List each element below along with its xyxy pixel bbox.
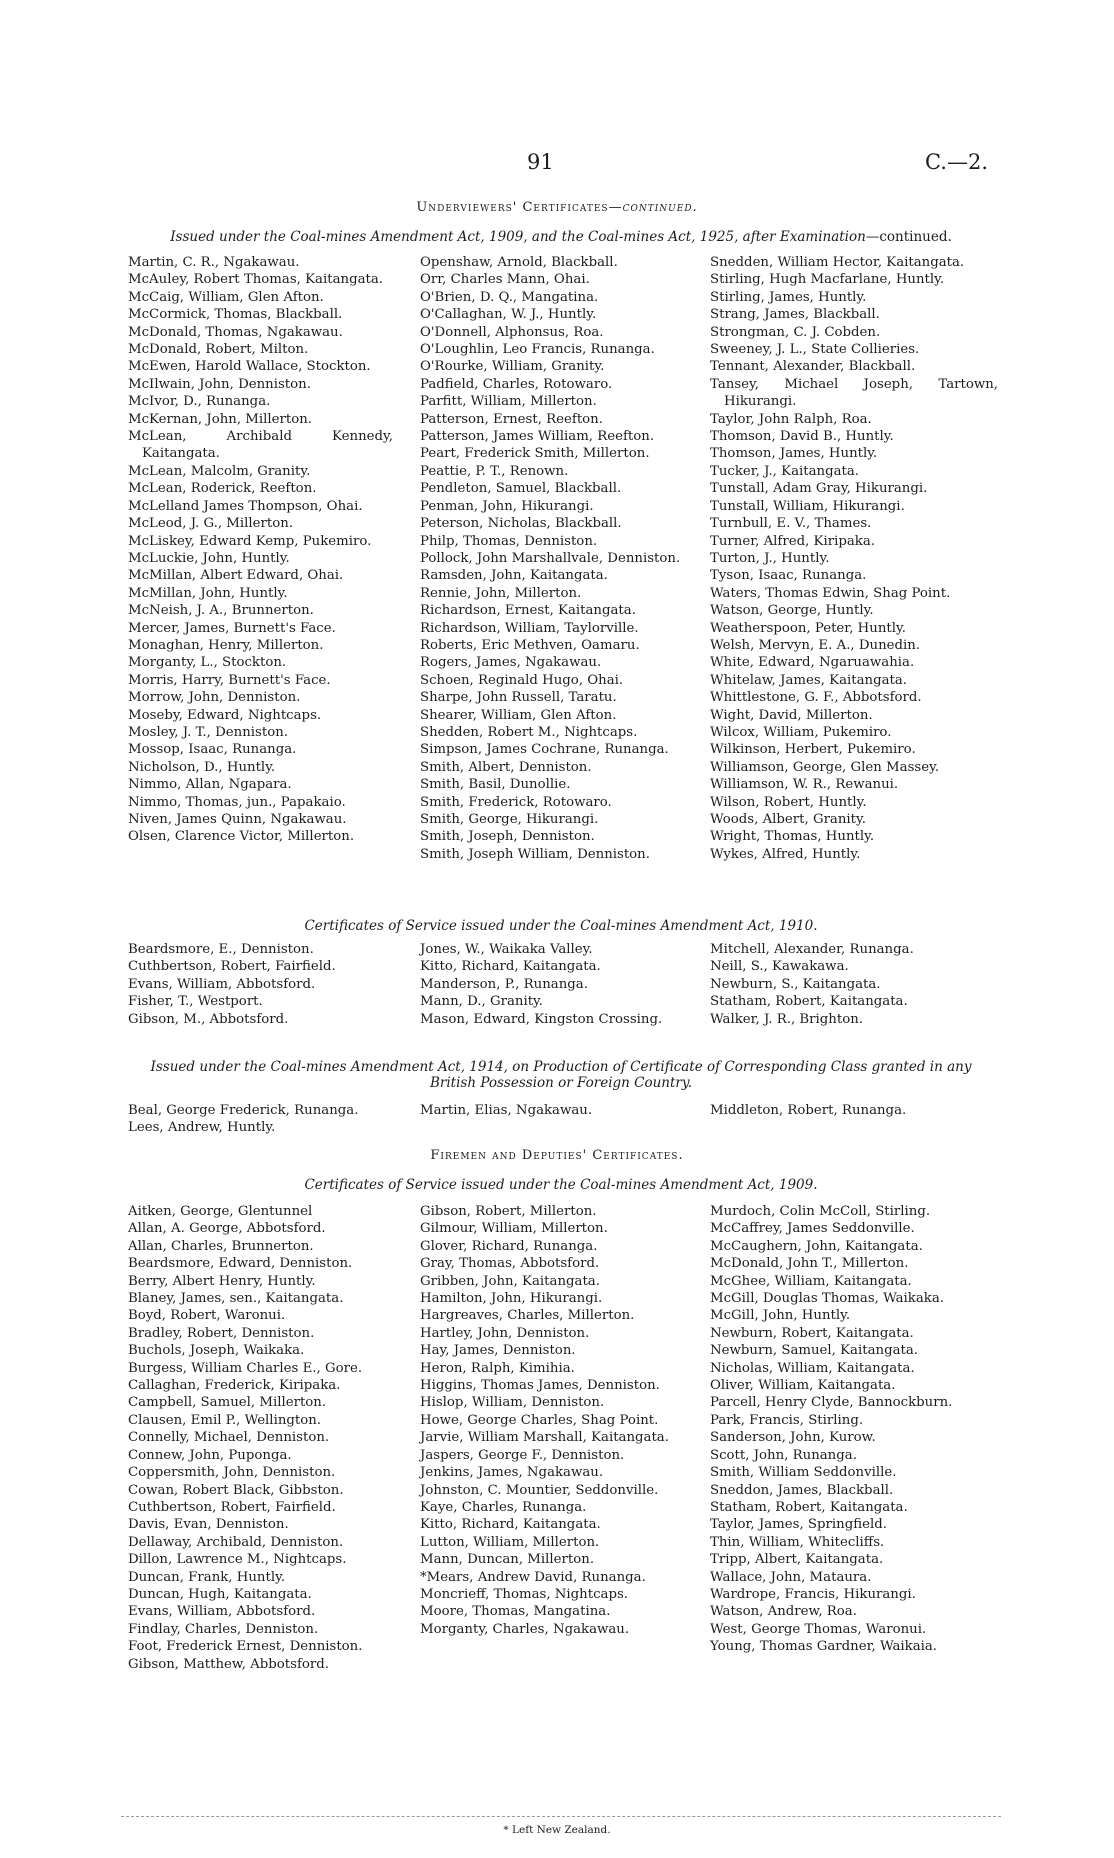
list-item: McEwen, Harold Wallace, Stockton. [128, 359, 371, 375]
list-item: Penman, John, Hikurangi. [420, 498, 594, 514]
list-item: Tucker, J., Kaitangata. [710, 463, 860, 479]
list-item: Blaney, James, sen., Kaitangata. [128, 1291, 344, 1307]
list-item: Pollock, John Marshallvale, Denniston. [420, 550, 681, 566]
list-item: Park, Francis, Stirling. [710, 1412, 864, 1428]
list-item: O'Rourke, William, Granity. [420, 359, 605, 375]
list-item: Mann, Duncan, Millerton. [420, 1552, 595, 1568]
divider-rule [121, 1816, 1001, 1817]
service-1910-column-2 [420, 941, 682, 1028]
list-item: McCaig, William, Glen Afton. [128, 289, 324, 305]
list-item: Heron, Ralph, Kimihia. [420, 1360, 575, 1376]
list-item: Gribben, John, Kaitangata. [420, 1273, 600, 1289]
list-item: Rogers, James, Ngakawau. [420, 655, 602, 671]
list-item: McCormick, Thomas, Blackball. [128, 307, 343, 323]
list-item: McKernan, John, Millerton. [128, 411, 313, 427]
underviewers-subtitle: Issued under the Coal-mines Amendment Act, 1909, and the Coal-mines Act, 1925, after Examination—continued. [170, 229, 952, 245]
list-item: Moseby, Edward, Nightcaps. [128, 707, 322, 723]
list-item: Statham, Robert, Kaitangata. [710, 994, 908, 1010]
firemen-column-1 [128, 1203, 393, 1673]
list-item: Openshaw, Arnold, Blackball. [420, 255, 618, 270]
list-item: West, George Thomas, Waronui. [710, 1621, 927, 1637]
list-item: Patterson, James William, Reefton. [420, 429, 655, 445]
list-item: Cowan, Robert Black, Gibbston. [128, 1482, 344, 1498]
list-item: Niven, James Quinn, Ngakawau. [128, 812, 347, 827]
list-item: Gilmour, William, Millerton. [420, 1221, 608, 1237]
list-item: Smith, Joseph William, Denniston. [420, 846, 650, 862]
list-item: Weatherspoon, Peter, Huntly. [710, 620, 906, 636]
list-item: Oliver, William, Kaitangata. [710, 1378, 896, 1394]
list-item: Lutton, William, Millerton. [420, 1534, 600, 1550]
list-item: Cuthbertson, Robert, Fairfield. [128, 1499, 336, 1515]
list-item: Wilkinson, Herbert, Pukemiro. [710, 742, 916, 758]
list-item: Olsen, Clarence Victor, Millerton. [128, 829, 355, 845]
list-item: Snedden, William Hector, Kaitangata. [710, 255, 965, 270]
list-item: Higgins, Thomas James, Denniston. [420, 1378, 660, 1394]
list-item: Wilson, Robert, Huntly. [710, 794, 867, 810]
list-item: Manderson, P., Runanga. [420, 976, 588, 992]
list-item: Scott, John, Runanga. [710, 1447, 857, 1463]
list-item: Tyson, Isaac, Runanga. [710, 568, 867, 584]
footnote: * Left New Zealand. [503, 1824, 611, 1836]
list-item: Gibson, M., Abbotsford. [128, 1011, 289, 1027]
service-1910-column-1 [128, 941, 393, 1028]
list-item: McGill, John, Huntly. [710, 1308, 851, 1324]
list-item: McIlwain, John, Denniston. [128, 376, 311, 392]
list-item: Hargreaves, Charles, Millerton. [420, 1308, 635, 1324]
list-item: Newburn, Samuel, Kaitangata. [710, 1343, 919, 1359]
list-item: Duncan, Hugh, Kaitangata. [128, 1586, 312, 1602]
list-item: Gray, Thomas, Abbotsford. [420, 1256, 600, 1272]
list-item: McMillan, Albert Edward, Ohai. [128, 568, 344, 584]
list-item: McLean, Archibald Kennedy, Kaitangata. [128, 429, 393, 462]
list-item: Kitto, Richard, Kaitangata. [420, 959, 601, 975]
list-item: Allan, Charles, Brunnerton. [128, 1238, 314, 1254]
list-item: Morganty, Charles, Ngakawau. [420, 1621, 630, 1637]
list-item: Smith, Joseph, Denniston. [420, 829, 595, 845]
list-item: Gibson, Matthew, Abbotsford. [128, 1656, 329, 1672]
list-item: Philp, Thomas, Denniston. [420, 533, 598, 549]
list-item: Williamson, W. R., Rewanui. [710, 777, 899, 793]
list-item: Wallace, John, Mataura. [710, 1569, 872, 1585]
list-item: Glover, Richard, Runanga. [420, 1238, 598, 1254]
list-item: O'Brien, D. Q., Mangatina. [420, 289, 599, 305]
underviewers-column-3 [710, 254, 998, 863]
list-item: Aitken, George, Glentunnel [128, 1204, 313, 1219]
list-item: Statham, Robert, Kaitangata. [710, 1499, 908, 1515]
list-item: Patterson, Ernest, Reefton. [420, 411, 603, 427]
list-item: Orr, Charles Mann, Ohai. [420, 272, 590, 288]
list-item: Whittlestone, G. F., Abbotsford. [710, 690, 922, 706]
foreign-1914-column-2 [420, 1102, 682, 1119]
list-item: Fisher, T., Westport. [128, 994, 263, 1010]
list-item: Morganty, L., Stockton. [128, 655, 287, 671]
list-item: Sharpe, John Russell, Taratu. [420, 690, 617, 706]
list-item: Hamilton, John, Hikurangi. [420, 1291, 603, 1307]
list-item: O'Loughlin, Leo Francis, Runanga. [420, 342, 655, 358]
foreign-1914-subtitle: Issued under the Coal-mines Amendment Act, 1914, on Production of Certificate of Corresponding Class granted in any British Possession or Foreign Country. [150, 1059, 972, 1091]
list-item: Beardsmore, Edward, Denniston. [128, 1256, 353, 1272]
list-item: McGill, Douglas Thomas, Waikaka. [710, 1291, 945, 1307]
list-item: Dellaway, Archibald, Denniston. [128, 1534, 344, 1550]
list-item: Young, Thomas Gardner, Waikaia. [710, 1639, 938, 1655]
list-item: Burgess, William Charles E., Gore. [128, 1360, 363, 1376]
list-item: Duncan, Frank, Huntly. [128, 1569, 286, 1585]
list-item: Connew, John, Puponga. [128, 1447, 292, 1463]
list-item: Woods, Albert, Granity. [710, 812, 866, 827]
list-item: Smith, George, Hikurangi. [420, 812, 599, 827]
list-item: Clausen, Emil P., Wellington. [128, 1412, 322, 1428]
list-item: Walker, J. R., Brighton. [710, 1011, 864, 1027]
list-item: Watson, Andrew, Roa. [710, 1604, 857, 1620]
list-item: Peart, Frederick Smith, Millerton. [420, 446, 650, 462]
list-item: Stirling, Hugh Macfarlane, Huntly. [710, 272, 945, 288]
list-item: O'Callaghan, W. J., Huntly. [420, 307, 597, 323]
list-item: McLuckie, John, Huntly. [128, 550, 290, 566]
firemen-subtitle: Certificates of Service issued under the Coal-mines Amendment Act, 1909. [304, 1177, 818, 1193]
list-item: Thin, William, Whitecliffs. [710, 1534, 885, 1550]
list-item: Sweeney, J. L., State Collieries. [710, 342, 920, 358]
list-item: Callaghan, Frederick, Kiripaka. [128, 1378, 341, 1394]
list-item: Smith, Albert, Denniston. [420, 759, 592, 775]
list-item: Tennant, Alexander, Blackball. [710, 359, 916, 375]
list-item: Nimmo, Thomas, jun., Papakaio. [128, 794, 346, 810]
list-item: Jenkins, James, Ngakawau. [420, 1465, 604, 1481]
list-item: Lees, Andrew, Huntly. [128, 1120, 276, 1136]
list-item: *Mears, Andrew David, Runanga. [420, 1569, 646, 1585]
list-item: Foot, Frederick Ernest, Denniston. [128, 1639, 363, 1655]
list-item: Wight, David, Millerton. [710, 707, 873, 723]
list-item: Hay, James, Denniston. [420, 1343, 576, 1359]
list-item: McDonald, Thomas, Ngakawau. [128, 324, 343, 340]
service-1910-subtitle: Certificates of Service issued under the Coal-mines Amendment Act, 1910. [304, 918, 818, 934]
list-item: Nicholson, D., Huntly. [128, 759, 276, 775]
list-item: Taylor, James, Springfield. [710, 1517, 887, 1533]
list-item: Murdoch, Colin McColl, Stirling. [710, 1204, 931, 1219]
list-item: Nicholas, William, Kaitangata. [710, 1360, 915, 1376]
list-item: Smith, Frederick, Rotowaro. [420, 794, 612, 810]
list-item: Richardson, William, Taylorville. [420, 620, 639, 636]
list-item: Peterson, Nicholas, Blackball. [420, 516, 622, 532]
list-item: Howe, George Charles, Shag Point. [420, 1412, 659, 1428]
list-item: Strang, James, Blackball. [710, 307, 880, 323]
list-item: Tansey, Michael Joseph, Tartown, Hikurangi. [710, 376, 998, 410]
list-item: Tunstall, Adam Gray, Hikurangi. [710, 481, 928, 497]
list-item: Dillon, Lawrence M., Nightcaps. [128, 1552, 347, 1568]
list-item: Wilcox, William, Pukemiro. [710, 724, 892, 740]
list-item: Parcell, Henry Clyde, Bannockburn. [710, 1395, 953, 1411]
list-item: Findlay, Charles, Denniston. [128, 1621, 319, 1637]
list-item: Jaspers, George F., Denniston. [420, 1447, 625, 1463]
list-item: Tripp, Albert, Kaitangata. [710, 1552, 884, 1568]
list-item: Hislop, William, Denniston. [420, 1395, 605, 1411]
list-item: Bradley, Robert, Denniston. [128, 1325, 315, 1341]
list-item: Jarvie, William Marshall, Kaitangata. [420, 1430, 669, 1446]
list-item: Moncrieff, Thomas, Nightcaps. [420, 1586, 629, 1602]
list-item: Berry, Albert Henry, Huntly. [128, 1273, 316, 1289]
list-item: Smith, Basil, Dunollie. [420, 777, 571, 793]
list-item: McLiskey, Edward Kemp, Pukemiro. [128, 533, 372, 549]
list-item: McNeish, J. A., Brunnerton. [128, 603, 314, 619]
list-item: Jones, W., Waikaka Valley. [420, 942, 593, 957]
list-item: O'Donnell, Alphonsus, Roa. [420, 324, 604, 340]
list-item: Gibson, Robert, Millerton. [420, 1204, 597, 1219]
list-item: McGhee, William, Kaitangata. [710, 1273, 912, 1289]
list-item: Thomson, David B., Huntly. [710, 429, 894, 445]
list-item: Mann, D., Granity. [420, 994, 544, 1010]
list-item: Padfield, Charles, Rotowaro. [420, 376, 613, 392]
list-item: Wykes, Alfred, Huntly. [710, 846, 861, 862]
list-item: McLean, Roderick, Reefton. [128, 481, 317, 497]
list-item: Campbell, Samuel, Millerton. [128, 1395, 327, 1411]
list-item: Watson, George, Huntly. [710, 603, 874, 619]
list-item: Mossop, Isaac, Runanga. [128, 742, 297, 758]
foreign-1914-column-1 [128, 1102, 393, 1137]
list-item: Shearer, William, Glen Afton. [420, 707, 617, 723]
list-item: Martin, Elias, Ngakawau. [420, 1103, 593, 1118]
list-item: Turton, J., Huntly. [710, 550, 830, 566]
list-item: Turnbull, E. V., Thames. [710, 516, 872, 532]
list-item: Mosley, J. T., Denniston. [128, 724, 288, 740]
list-item: McLeod, J. G., Millerton. [128, 516, 294, 532]
list-item: McDonald, Robert, Milton. [128, 342, 309, 358]
list-item: Morrow, John, Denniston. [128, 690, 301, 706]
list-item: McLelland James Thompson, Ohai. [128, 498, 363, 514]
foreign-1914-column-3 [710, 1102, 998, 1119]
firemen-title: Firemen and Deputies' Certificates. [430, 1148, 684, 1163]
list-item: Beal, George Frederick, Runanga. [128, 1103, 359, 1118]
list-item: Evans, William, Abbotsford. [128, 976, 316, 992]
list-item: Buchols, Joseph, Waikaka. [128, 1343, 305, 1359]
list-item: Welsh, Mervyn, E. A., Dunedin. [710, 637, 921, 653]
list-item: McMillan, John, Huntly. [128, 585, 288, 601]
list-item: Newburn, Robert, Kaitangata. [710, 1325, 914, 1341]
list-item: Waters, Thomas Edwin, Shag Point. [710, 585, 951, 601]
list-item: McCaffrey, James Seddonville. [710, 1221, 915, 1237]
list-item: Rennie, John, Millerton. [420, 585, 582, 601]
underviewers-title: Underviewers' Certificates—continued. [416, 200, 698, 215]
list-item: Strongman, C. J. Cobden. [710, 324, 881, 340]
list-item: McAuley, Robert Thomas, Kaitangata. [128, 272, 384, 288]
list-item: Martin, C. R., Ngakawau. [128, 255, 300, 270]
list-item: Davis, Evan, Denniston. [128, 1517, 289, 1533]
list-item: Mercer, James, Burnett's Face. [128, 620, 336, 636]
list-item: Ramsden, John, Kaitangata. [420, 568, 608, 584]
list-item: Roberts, Eric Methven, Oamaru. [420, 637, 640, 653]
list-item: Evans, William, Abbotsford. [128, 1604, 316, 1620]
firemen-column-3 [710, 1203, 998, 1656]
underviewers-column-1 [128, 254, 393, 846]
list-item: Richardson, Ernest, Kaitangata. [420, 603, 636, 619]
list-item: Middleton, Robert, Runanga. [710, 1103, 907, 1118]
list-item: Sanderson, John, Kurow. [710, 1430, 876, 1446]
list-item: Mason, Edward, Kingston Crossing. [420, 1011, 663, 1027]
list-item: Kaye, Charles, Runanga. [420, 1499, 587, 1515]
list-item: Peattie, P. T., Renown. [420, 463, 569, 479]
list-item: McCaughern, John, Kaitangata. [710, 1238, 923, 1254]
list-item: Sneddon, James, Blackball. [710, 1482, 894, 1498]
page-number: 91 [527, 150, 554, 174]
list-item: Simpson, James Cochrane, Runanga. [420, 742, 669, 758]
list-item: McDonald, John T., Millerton. [710, 1256, 909, 1272]
list-item: Connelly, Michael, Denniston. [128, 1430, 330, 1446]
list-item: Boyd, Robert, Waronui. [128, 1308, 286, 1324]
list-item: Johnston, C. Mountier, Seddonville. [420, 1482, 659, 1498]
list-item: Mitchell, Alexander, Runanga. [710, 942, 914, 957]
list-item: Wright, Thomas, Huntly. [710, 829, 875, 845]
service-1910-column-3 [710, 941, 998, 1028]
list-item: Newburn, S., Kaitangata. [710, 976, 881, 992]
list-item: Taylor, John Ralph, Roa. [710, 411, 872, 427]
firemen-column-2 [420, 1203, 682, 1638]
list-item: Schoen, Reginald Hugo, Ohai. [420, 672, 624, 688]
list-item: Morris, Harry, Burnett's Face. [128, 672, 331, 688]
list-item: Allan, A. George, Abbotsford. [128, 1221, 326, 1237]
list-item: Beardsmore, E., Denniston. [128, 942, 314, 957]
document-code: C.—2. [924, 150, 988, 174]
list-item: Coppersmith, John, Denniston. [128, 1465, 336, 1481]
list-item: White, Edward, Ngaruawahia. [710, 655, 915, 671]
list-item: Monaghan, Henry, Millerton. [128, 637, 324, 653]
list-item: McLean, Malcolm, Granity. [128, 463, 311, 479]
list-item: Kitto, Richard, Kaitangata. [420, 1517, 601, 1533]
list-item: Thomson, James, Huntly. [710, 446, 878, 462]
list-item: Parfitt, William, Millerton. [420, 394, 597, 410]
list-item: Hartley, John, Denniston. [420, 1325, 590, 1341]
list-item: Tunstall, William, Hikurangi. [710, 498, 905, 514]
list-item: Smith, William Seddonville. [710, 1465, 897, 1481]
list-item: Williamson, George, Glen Massey. [710, 759, 940, 775]
list-item: Pendleton, Samuel, Blackball. [420, 481, 622, 497]
list-item: Turner, Alfred, Kiripaka. [710, 533, 875, 549]
list-item: Stirling, James, Huntly. [710, 289, 867, 305]
list-item: Shedden, Robert M., Nightcaps. [420, 724, 638, 740]
list-item: Whitelaw, James, Kaitangata. [710, 672, 908, 688]
list-item: Cuthbertson, Robert, Fairfield. [128, 959, 336, 975]
list-item: McIvor, D., Runanga. [128, 394, 271, 410]
underviewers-column-2 [420, 254, 682, 863]
list-item: Wardrope, Francis, Hikurangi. [710, 1586, 916, 1602]
list-item: Neill, S., Kawakawa. [710, 959, 849, 975]
list-item: Moore, Thomas, Mangatina. [420, 1604, 611, 1620]
list-item: Nimmo, Allan, Ngapara. [128, 777, 292, 793]
